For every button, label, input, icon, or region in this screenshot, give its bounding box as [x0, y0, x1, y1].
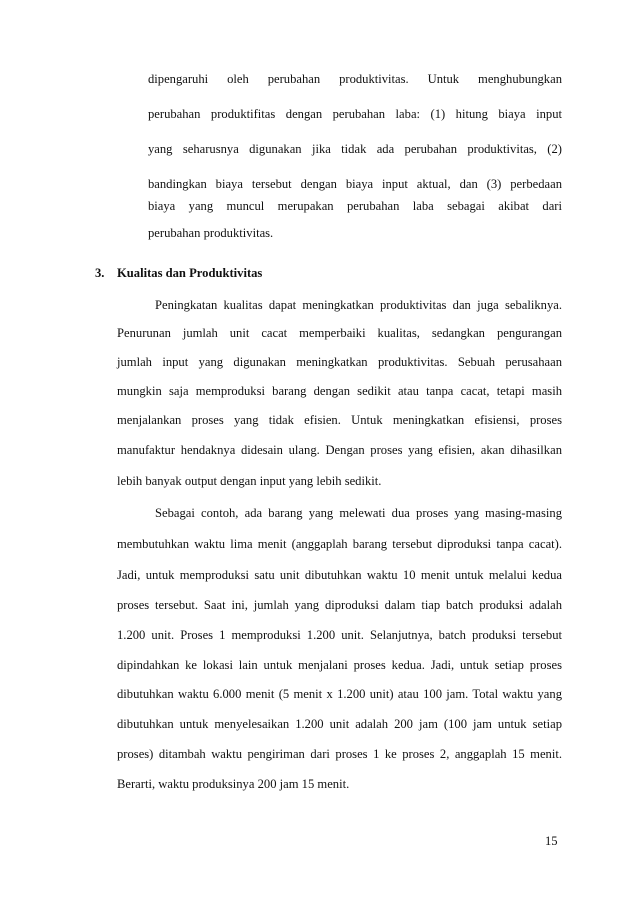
text-line: proses) ditambah waktu pengiriman dari proses 1 ke proses 2, anggaplah 15 menit. — [117, 747, 562, 761]
text-line: Peningkatan kualitas dapat meningkatkan produktivitas dan juga sebaliknya. — [155, 298, 562, 312]
text-line: dipengaruhi oleh perubahan produktivitas. Untuk menghubungkan — [148, 72, 562, 86]
text-line: bandingkan biaya tersebut dengan biaya input aktual, dan (3) perbedaan — [148, 177, 562, 191]
text-line: dipindahkan ke lokasi lain untuk menjalani proses kedua. Jadi, untuk setiap proses — [117, 658, 562, 672]
text-line: dibutuhkan waktu 6.000 menit (5 menit x 1.200 unit) atau 100 jam. Total waktu yang — [117, 687, 562, 701]
text-line: Berarti, waktu produksinya 200 jam 15 menit. — [117, 777, 350, 791]
text-line: proses tersebut. Saat ini, jumlah yang diproduksi dalam tiap batch produksi adalah — [117, 598, 562, 612]
section-number: 3. — [95, 266, 105, 280]
text-line: lebih banyak output dengan input yang lebih sedikit. — [117, 474, 382, 488]
text-line: yang seharusnya digunakan jika tidak ada perubahan produktivitas, (2) — [148, 142, 562, 156]
text-line: 1.200 unit. Proses 1 memproduksi 1.200 unit. Selanjutnya, batch produksi tersebut — [117, 628, 562, 642]
text-line: dibutuhkan untuk menyelesaikan 1.200 unit adalah 200 jam (100 jam untuk setiap — [117, 717, 562, 731]
text-line: biaya yang muncul merupakan perubahan laba sebagai akibat dari — [148, 199, 562, 213]
text-line: perubahan produktivitas. — [148, 226, 274, 240]
text-line: mungkin saja memproduksi barang dengan sedikit atau tanpa cacat, tetapi masih — [117, 384, 562, 398]
text-line: Sebagai contoh, ada barang yang melewati dua proses yang masing-masing — [155, 506, 562, 520]
text-line: Jadi, untuk memproduksi satu unit dibutuhkan waktu 10 menit untuk melalui kedua — [117, 568, 562, 582]
text-line: perubahan produktifitas dengan perubahan laba: (1) hitung biaya input — [148, 107, 562, 121]
page-number: 15 — [545, 834, 558, 848]
text-line: membutuhkan waktu lima menit (anggaplah barang tersebut diproduksi tanpa cacat). — [117, 537, 562, 551]
section-heading — [95, 266, 262, 281]
text-line: menjalankan proses yang tidak efisien. Untuk meningkatkan efisiensi, proses — [117, 413, 562, 427]
text-line: jumlah input yang digunakan meningkatkan produktivitas. Sebuah perusahaan — [117, 355, 562, 369]
section-title: Kualitas dan Produktivitas — [117, 266, 263, 280]
text-line: manufaktur hendaknya didesain ulang. Dengan proses yang efisien, akan dihasilkan — [117, 443, 562, 457]
text-line: Penurunan jumlah unit cacat memperbaiki kualitas, sedangkan pengurangan — [117, 326, 562, 340]
